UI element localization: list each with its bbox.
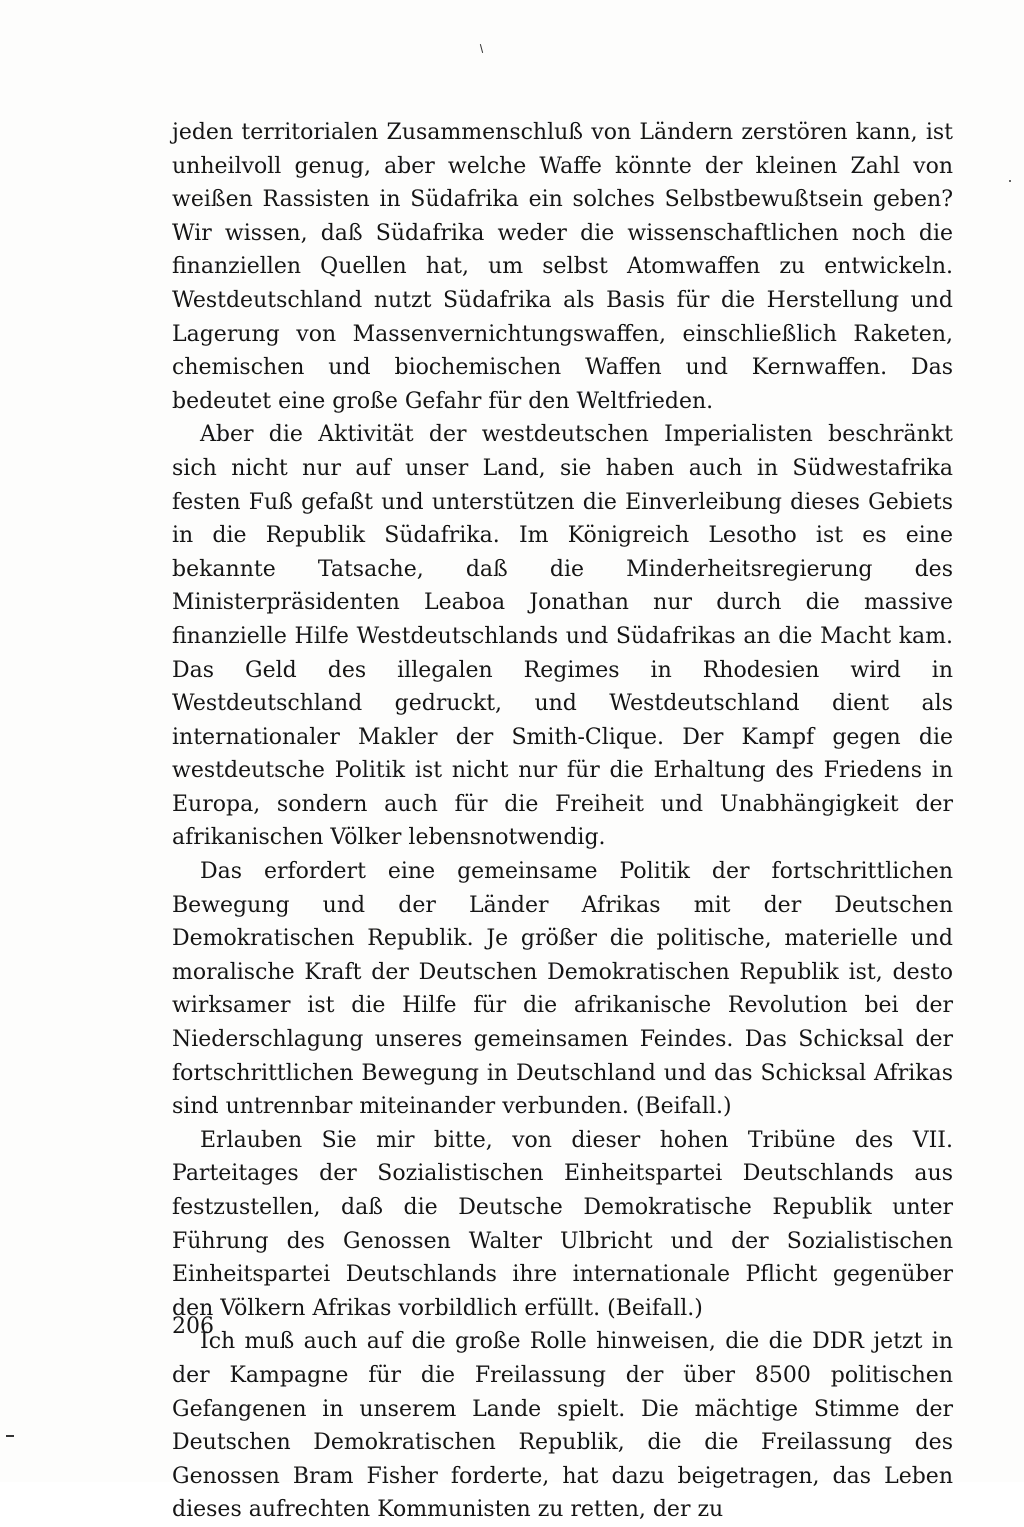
paragraph: Das erfordert eine gemeinsame Politik der fortschrittlichen Bewegung und der Länder Afrikas mit der Deutschen Demokratischen Republik. Je größer die politische, materielle und moralische Kraft der Deutschen Demokratischen Republik ist, desto wirksamer ist die Hilfe für die afrikanische Revolution bei der Niederschlagung unseres gemeinsamen Feindes. Das Schicksal der fortschrittlichen Bewegung in Deutschland und das Schicksal Afrikas sind untrennbar miteinander verbunden. (Beifall.) [172, 859, 953, 1120]
scan-mark [480, 44, 483, 53]
paragraph: Aber die Aktivität der westdeutschen Imperialisten beschränkt sich nicht nur auf unser Land, sie haben auch in Südwestafrika festen Fuß gefaßt und unterstützen die Einverleibung dieses Gebiets in die Republik Südafrika. Im Königreich Lesotho ist es eine bekannte Tatsache, daß die Minderheitsregierung des Ministerpräsidenten Leaboa Jonathan nur durch die massive finanzielle Hilfe Westdeutschlands und Südafrikas an die Macht kam. Das Geld des illegalen Regimes in Rhodesien wird in Westdeutschland gedruckt, und Westdeutschland dient als internationaler Makler der Smith-Clique. Der Kampf gegen die westdeutsche Politik ist nicht nur für die Erhaltung des Friedens in Europa, sondern auch für die Freiheit und Unabhängigkeit der afrikanischen Völker lebensnotwendig. [172, 422, 953, 851]
paragraph: Erlauben Sie mir bitte, von dieser hohen Tribüne des VII. Parteitages der Sozialistischen Einheitspartei Deutschlands aus festzustellen, daß die Deutsche Demokratische Republik unter Führung des Genossen Walter Ulbricht und der Sozialistischen Einheitspartei Deutschlands ihre internationale Pflicht gegenüber den Völkern Afrikas vorbildlich erfüllt. (Beifall.) [172, 1127, 953, 1321]
page-number: 206 [172, 1314, 214, 1339]
paragraph: Ich muß auch auf die große Rolle hinweisen, die die DDR jetzt in der Kampagne für die Freilassung der über 8500 politischen Gefangenen in unserem Lande spielt. Die mächtige Stimme der Deutschen Demokratischen Republik, die die Freilassung des Genossen Bram Fisher forderte, hat dazu beigetragen, das Leben dieses aufrechten Kommunisten zu retten, der zu [172, 1329, 953, 1523]
body-text [172, 116, 953, 1527]
paragraph: jeden territorialen Zusammenschluß von Ländern zerstören kann, ist unheilvoll genug, aber welche Waffe könnte der kleinen Zahl von weißen Rassisten in Südafrika ein solches Selbstbewußtsein geben? Wir wissen, daß Südafrika weder die wissenschaftlichen noch die finanziellen Quellen hat, um selbst Atomwaffen zu entwickeln. Westdeutschland nutzt Südafrika als Basis für die Herstellung und Lagerung von Massenvernichtungswaffen, einschließlich Raketen, chemischen und biochemischen Waffen und Kernwaffen. Das bedeutet eine große Gefahr für den Weltfrieden. [172, 120, 953, 414]
scan-speck [1009, 180, 1011, 182]
scan-mark [6, 1435, 14, 1437]
